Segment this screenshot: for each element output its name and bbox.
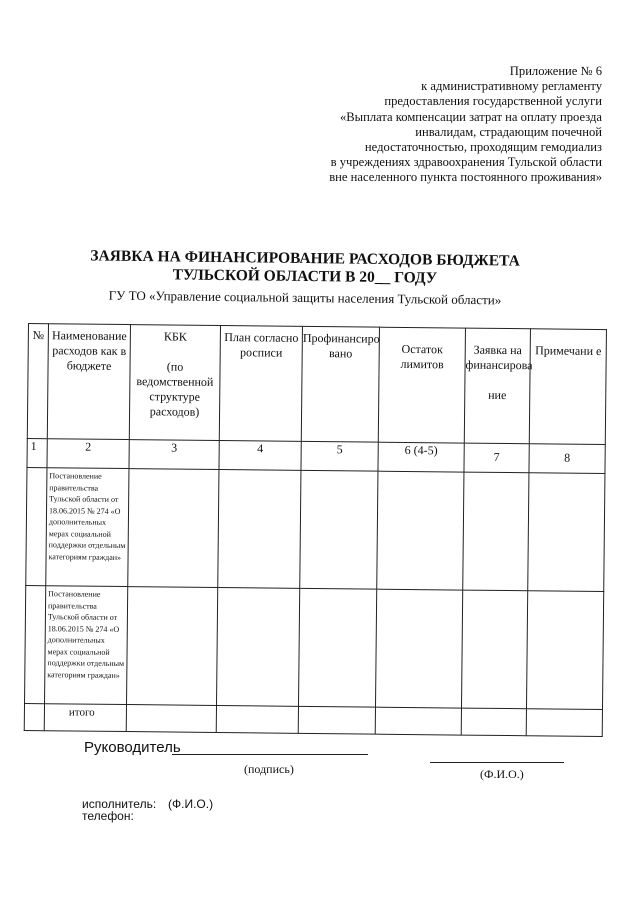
- cell-empty: [128, 469, 219, 588]
- appendix-block: [222, 64, 602, 186]
- financing-table: [24, 323, 606, 737]
- title-line-2: ТУЛЬСКОЙ ОБЛАСТИ В 20__ ГОДУ: [172, 266, 438, 287]
- cell-empty: [375, 707, 461, 735]
- performer-fio: (Ф.И.О.): [168, 797, 214, 811]
- total-row: [24, 703, 602, 736]
- appendix-line: в учреждениях здравоохранения Тульской области: [330, 155, 602, 170]
- cell-empty: [127, 587, 218, 706]
- total-label: итого: [44, 704, 126, 732]
- head-label: Руководитель: [84, 739, 181, 756]
- header-note: Примечани е: [529, 329, 606, 445]
- cell-expense-name: Постановление правительства Тульской области от 18.06.2015 № 274 «О дополнительных мерах социальной поддержки отдельным категориям граждан»: [46, 468, 129, 587]
- cell-empty: [526, 591, 603, 710]
- cell-empty: [25, 585, 46, 703]
- header-expense-name: Наименование расходов как в бюджете: [47, 324, 130, 440]
- cell-empty: [528, 473, 605, 592]
- table-row: [26, 467, 605, 591]
- column-number: 5: [301, 441, 378, 471]
- cell-empty: [300, 470, 378, 589]
- cell-empty: [461, 708, 526, 736]
- performer-label: исполнитель:: [82, 797, 157, 811]
- cell-empty: [526, 709, 602, 737]
- appendix-line: Приложение № 6: [509, 64, 602, 78]
- appendix-line: недостаточностью, проходящим гемодиализ: [364, 140, 602, 155]
- header-remaining-limits: Остаток лимитов: [378, 327, 465, 443]
- cell-empty: [375, 589, 462, 708]
- header-row: [27, 324, 606, 445]
- cell-empty: [26, 467, 47, 585]
- table-row: [25, 585, 604, 709]
- document-subtitle: ГУ ТО «Управление социальной защиты населения Тульской области»: [108, 287, 502, 308]
- fio-line: [430, 762, 564, 763]
- cell-empty: [463, 472, 529, 591]
- cell-empty: [377, 471, 464, 590]
- appendix-line: инвалидам, страдающим почечной: [415, 124, 602, 139]
- appendix-line: предоставления государственной услуги: [384, 94, 602, 109]
- header-financing-request: Заявка на финансирова ние: [464, 328, 530, 444]
- cell-empty: [216, 705, 298, 733]
- document-title: [60, 247, 550, 289]
- phone-label: телефон:: [82, 809, 134, 823]
- appendix-line: к административному регламенту: [421, 79, 602, 94]
- column-number: 7: [464, 443, 529, 473]
- cell-expense-name: Постановление правительства Тульской области от 18.06.2015 № 274 «О дополнительных мерах социальной поддержки отдельным категориям граждан»: [45, 586, 128, 705]
- cell-empty: [126, 705, 216, 733]
- cell-empty: [217, 588, 300, 707]
- cell-empty: [299, 588, 377, 707]
- signature-line: [172, 754, 368, 755]
- column-number: 3: [129, 440, 219, 470]
- header-plan: План согласно росписи: [219, 326, 302, 442]
- column-number: 2: [47, 439, 129, 469]
- header-kbk: КБК (по ведомственной структуре расходов): [129, 325, 220, 441]
- cell-empty: [461, 590, 527, 709]
- fio-caption: (Ф.И.О.): [480, 767, 524, 781]
- header-financed: Профинансиро вано: [301, 326, 379, 442]
- header-number: №: [27, 324, 48, 439]
- signature-caption: (подпись): [244, 762, 294, 776]
- cell-empty: [298, 706, 375, 734]
- title-line-1: ЗАЯВКА НА ФИНАНСИРОВАНИЕ РАСХОДОВ БЮДЖЕТА: [90, 247, 520, 270]
- column-number: 4: [219, 441, 301, 471]
- cell-empty: [24, 703, 44, 730]
- appendix-line: «Выплата компенсации затрат на оплату проезда: [339, 109, 602, 124]
- column-number: 1: [27, 438, 47, 467]
- column-number: 6 (4-5): [378, 442, 464, 472]
- cell-empty: [218, 470, 301, 589]
- column-number: 8: [529, 444, 605, 474]
- appendix-line: вне населенного пункта постоянного проживания»: [329, 170, 602, 185]
